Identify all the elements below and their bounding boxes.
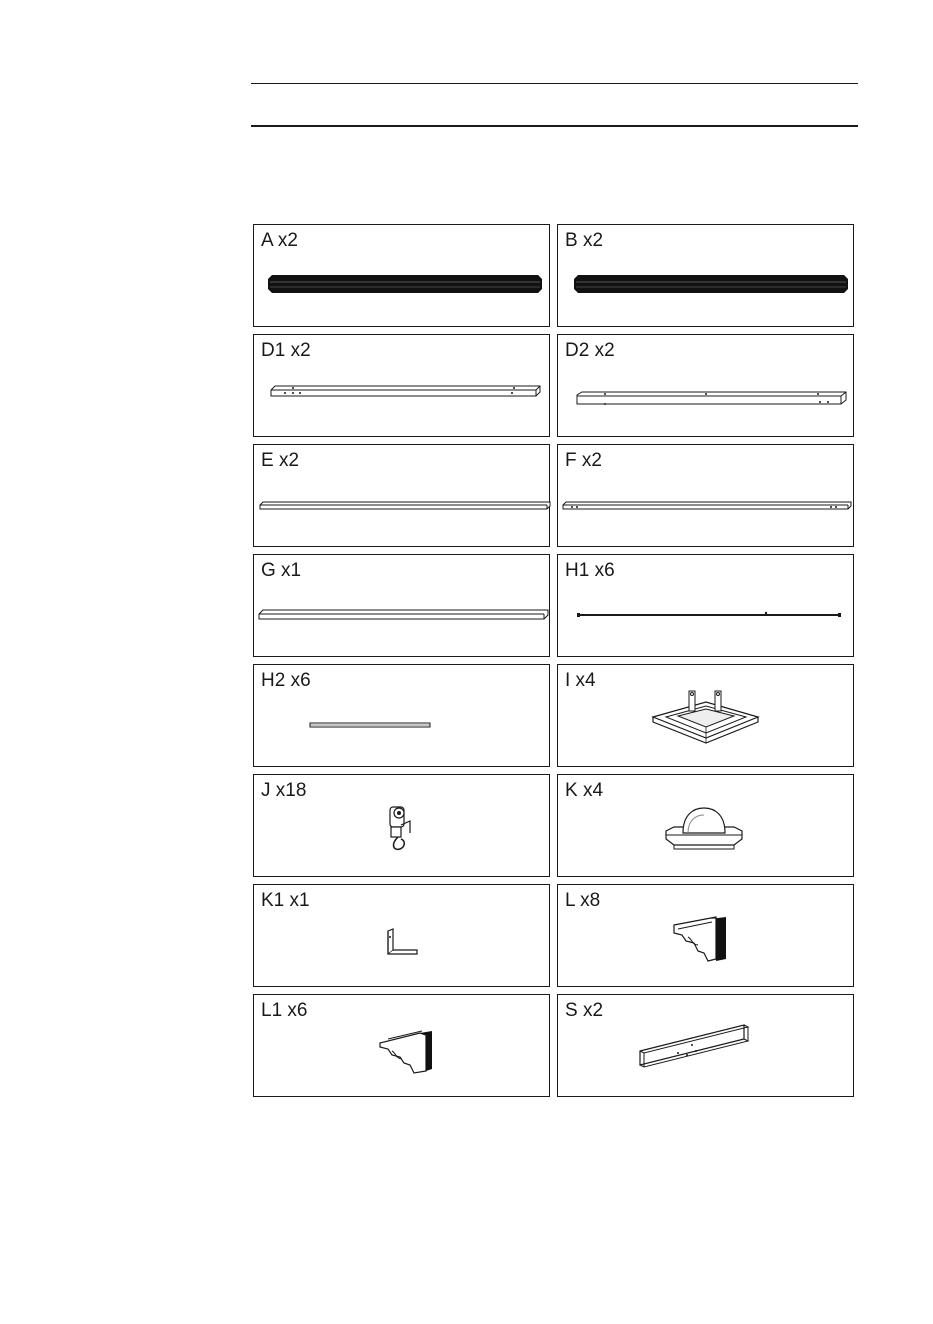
part-card-f (557, 444, 854, 547)
part-label: D1 x2 (261, 340, 311, 361)
part-card-b (557, 224, 854, 327)
thin-beam-icon (558, 445, 855, 548)
part-card-k (557, 774, 854, 877)
part-card-h1 (557, 554, 854, 657)
part-card-d1 (253, 334, 550, 437)
part-label: G x1 (261, 560, 302, 581)
part-card-a (253, 224, 550, 327)
part-label: A x2 (261, 230, 298, 251)
part-card-i (557, 664, 854, 767)
header-rule-bottom (251, 125, 858, 127)
part-label: H2 x6 (261, 670, 311, 691)
bracket-icon (254, 885, 551, 988)
part-label: B x2 (565, 230, 604, 251)
part-card-d2 (557, 334, 854, 437)
part-label: L1 x6 (261, 1000, 308, 1021)
base-plate-icon (558, 665, 855, 768)
black-moulding-rail-icon (254, 225, 551, 328)
curtain-hook-icon (254, 775, 551, 878)
parts-grid (253, 224, 857, 1096)
part-label: H1 x6 (565, 560, 615, 581)
rod-icon (558, 555, 855, 658)
short-rod-icon (254, 665, 551, 768)
part-label: S x2 (565, 1000, 604, 1021)
part-label: E x2 (261, 450, 300, 471)
part-label: L x8 (565, 890, 601, 911)
header-rule-top (251, 83, 858, 84)
dome-cap-icon (558, 775, 855, 878)
corbel-icon (558, 885, 855, 988)
part-label: I x4 (565, 670, 596, 691)
part-label: K x4 (565, 780, 604, 801)
corbel-icon (254, 995, 551, 1098)
part-card-s (557, 994, 854, 1097)
black-moulding-rail-icon (558, 225, 855, 328)
wooden-beam-icon (254, 335, 551, 438)
part-card-e (253, 444, 550, 547)
part-card-l1 (253, 994, 550, 1097)
part-card-g (253, 554, 550, 657)
part-label: F x2 (565, 450, 602, 471)
part-card-k1 (253, 884, 550, 987)
thin-beam-icon (254, 445, 551, 548)
part-card-h2 (253, 664, 550, 767)
channel-beam-icon (558, 995, 855, 1098)
part-card-j (253, 774, 550, 877)
part-card-l (557, 884, 854, 987)
part-label: D2 x2 (565, 340, 615, 361)
part-label: J x18 (261, 780, 307, 801)
part-label: K1 x1 (261, 890, 310, 911)
thin-beam-icon (254, 555, 551, 658)
wooden-beam-icon (558, 335, 855, 438)
